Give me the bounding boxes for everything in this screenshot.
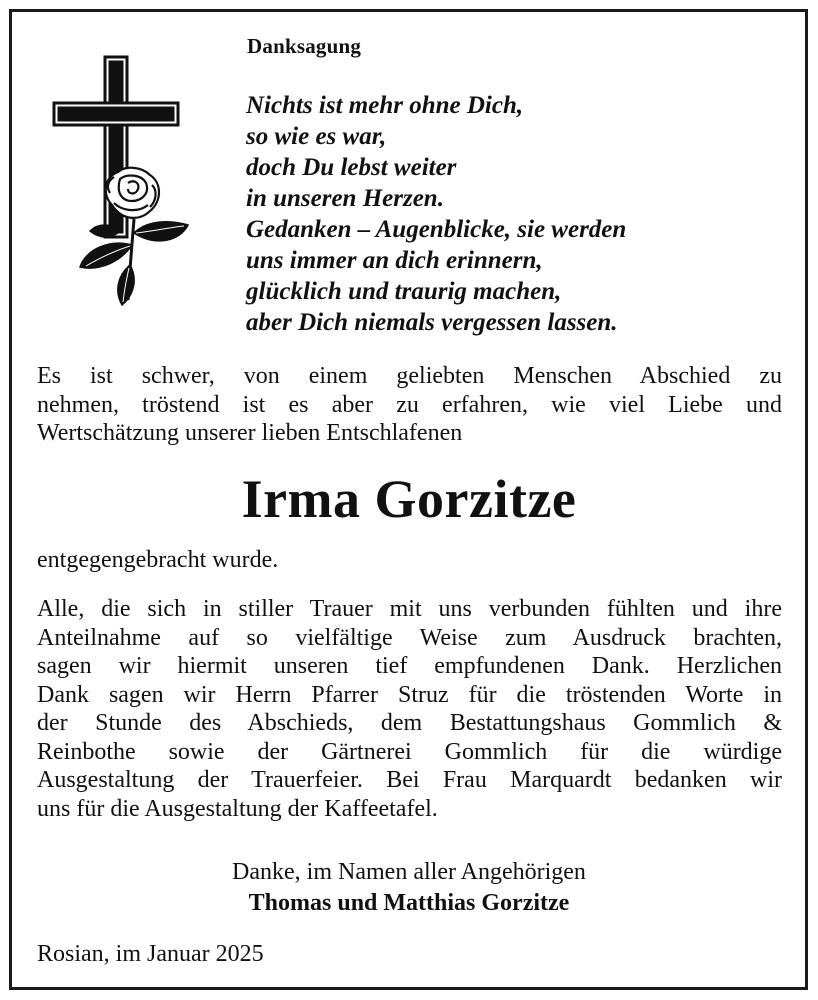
thanks-line: sagen wir hiermit unseren tief empfundenen Dank. Herzlichen [37,653,782,679]
thanks-line: Dank sagen wir Herrn Pfarrer Struz für die tröstenden Worte in [37,681,782,708]
thanks-line: Ausgestaltung der Trauerfeier. Bei Frau Marquardt bedanken wir [37,767,782,793]
poem-line: aber Dich niemals vergessen lassen. [246,309,618,336]
notice-heading: Danksagung [247,34,362,58]
thanks-line: Anteilnahme auf so vielfältige Weise zum Ausdruck brachten, [37,624,782,651]
cross-with-rose-icon [50,55,195,310]
poem-line: Gedanken – Augenblicke, sie werden [246,216,627,243]
intro-line: nehmen, tröstend ist es aber zu erfahren, wie viel Liebe und [37,391,782,418]
poem [246,90,626,338]
intro-line: Wertschätzung unserer lieben Entschlafenen [37,420,463,446]
poem-line: in unseren Herzen. [246,185,444,212]
thanks-line: der Stunde des Abschieds, dem Bestattungshaus Gommlich & [37,710,782,736]
deceased-name: Irma Gorzitze [241,469,577,529]
thanks-line: Alle, die sich in stiller Trauer mit uns verbunden fühlten und ihre [37,596,782,622]
after-name-text: entgegengebracht wurde. [37,547,279,573]
intro-line: Es ist schwer, von einem geliebten Menschen Abschied zu [37,363,782,389]
poem-line: uns immer an dich erinnern, [246,247,543,274]
signatories: Thomas und Matthias Gorzitze [248,890,570,916]
thanks-line: Reinbothe sowie der Gärtnerei Gommlich für die würdige [37,738,782,765]
poem-line: so wie es war, [246,123,387,150]
poem-line: glücklich und traurig machen, [246,278,562,305]
intro-paragraph [37,362,782,448]
thanks-line: uns für die Ausgestaltung der Kaffeetafel. [37,795,438,822]
place-date: Rosian, im Januar 2025 [37,941,264,967]
poem-line: doch Du lebst weiter [246,154,457,181]
thanks-paragraph [37,595,782,823]
closing-line: Danke, im Namen aller Angehörigen [232,859,586,885]
poem-line: Nichts ist mehr ohne Dich, [246,92,524,119]
